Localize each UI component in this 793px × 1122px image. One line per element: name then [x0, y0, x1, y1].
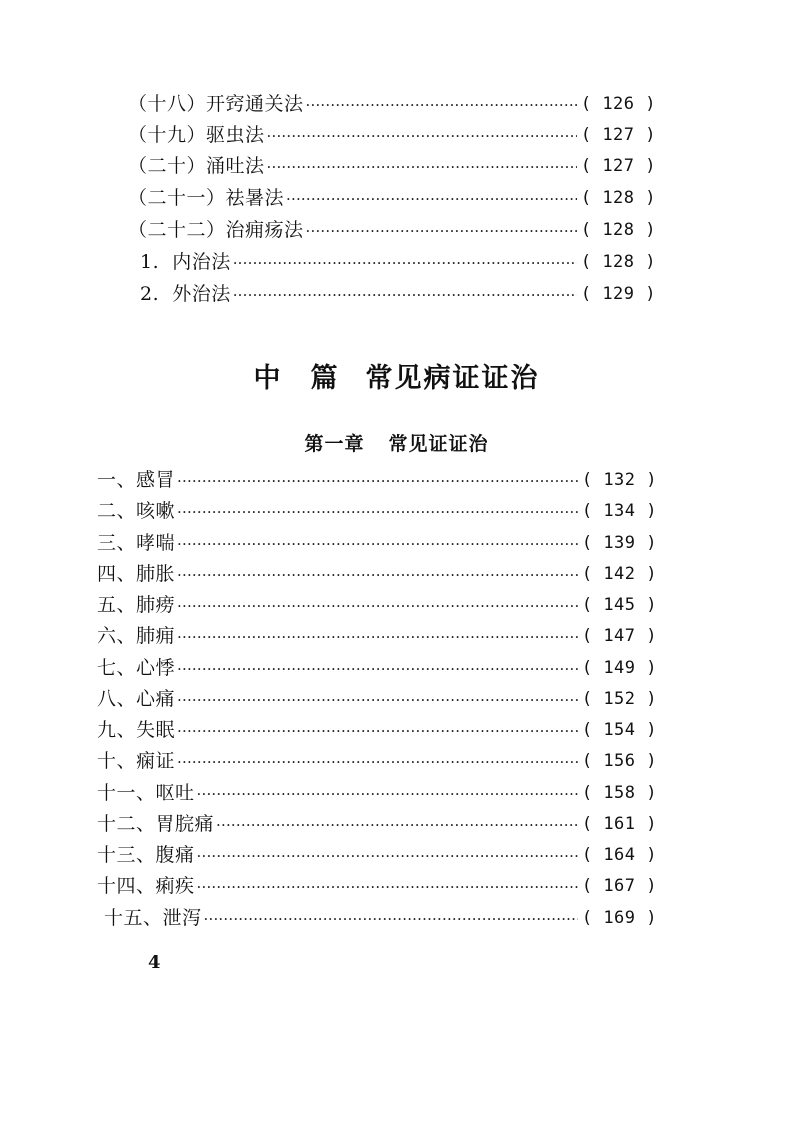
toc-entry — [97, 840, 657, 870]
toc-entry-page: ( 152 ) — [581, 689, 657, 709]
toc-entry — [97, 715, 657, 745]
dot-leader — [177, 746, 578, 776]
toc-entry-label: 十四、痢疾 — [97, 875, 195, 897]
toc-entry-label: （二十二）治痈疡法 — [128, 219, 304, 241]
dot-leader — [177, 621, 578, 651]
dot-leader — [306, 215, 577, 245]
dot-leader — [177, 496, 578, 526]
toc-entry — [97, 465, 657, 495]
toc-entry-label: 二、咳嗽 — [97, 500, 176, 522]
toc-entry-page: ( 145 ) — [581, 595, 657, 615]
toc-entry-label: 五、肺痨 — [97, 594, 176, 616]
toc-entry-page: ( 126 ) — [580, 94, 656, 114]
toc-entry-label: 一、感冒 — [97, 469, 176, 491]
toc-entry-label: 十二、胃脘痛 — [97, 813, 215, 835]
toc-entry — [140, 247, 656, 277]
toc-entry — [97, 778, 657, 808]
dot-leader — [216, 809, 578, 839]
chapter-number: 第一章 — [304, 433, 365, 455]
toc-entry-page: ( 142 ) — [581, 564, 657, 584]
toc-entry-page: ( 128 ) — [580, 220, 656, 240]
toc-entry-page: ( 128 ) — [580, 252, 656, 272]
toc-entry-page: ( 156 ) — [581, 751, 657, 771]
dot-leader — [267, 151, 577, 181]
section-heading — [0, 356, 793, 395]
section-heading-title: 常见病证证治 — [365, 363, 540, 394]
toc-entry-label: （十八）开窍通关法 — [128, 93, 304, 115]
toc-entry-page: ( 169 ) — [581, 908, 657, 928]
dot-leader — [306, 89, 577, 119]
dot-leader — [177, 590, 578, 620]
toc-entry-label: 2. 外治法 — [140, 283, 231, 305]
toc-entry-label: 四、肺胀 — [97, 563, 176, 585]
toc-entry — [97, 653, 657, 683]
dot-leader — [233, 279, 577, 309]
toc-entry — [97, 809, 657, 839]
toc-entry — [97, 528, 657, 558]
dot-leader — [177, 715, 578, 745]
dot-leader — [177, 528, 578, 558]
toc-entry-label: （二十一）祛暑法 — [128, 187, 285, 209]
toc-entry-label: 1. 内治法 — [140, 251, 231, 273]
toc-entry — [128, 151, 656, 181]
dot-leader — [177, 684, 578, 714]
dot-leader — [197, 778, 578, 808]
chapter-heading — [0, 429, 793, 456]
toc-entry-page: ( 128 ) — [580, 188, 656, 208]
toc-entry — [97, 559, 657, 589]
toc-entry-label: 三、哮喘 — [97, 532, 176, 554]
dot-leader — [177, 653, 578, 683]
page-number: 4 — [148, 952, 161, 973]
toc-entry-page: ( 149 ) — [581, 658, 657, 678]
toc-entry-page: ( 167 ) — [581, 876, 657, 896]
toc-entry-page: ( 127 ) — [580, 156, 656, 176]
toc-entry-page: ( 161 ) — [581, 814, 657, 834]
dot-leader — [233, 247, 577, 277]
toc-entry-page: ( 127 ) — [580, 125, 656, 145]
dot-leader — [177, 559, 578, 589]
toc-entry-label: （十九）驱虫法 — [128, 124, 265, 146]
toc-entry-page: ( 147 ) — [581, 626, 657, 646]
toc-entry — [97, 590, 657, 620]
section-heading-part-a: 中 — [253, 363, 283, 394]
dot-leader — [267, 120, 577, 150]
toc-entry — [128, 183, 656, 213]
toc-entry — [97, 746, 657, 776]
toc-entry-label: 九、失眠 — [97, 719, 176, 741]
toc-entry-page: ( 158 ) — [581, 783, 657, 803]
toc-entry — [140, 279, 656, 309]
dot-leader — [197, 840, 578, 870]
toc-entry-label: 十三、腹痛 — [97, 844, 195, 866]
toc-entry-label: 六、肺痈 — [97, 625, 176, 647]
toc-entry-page: ( 134 ) — [581, 501, 657, 521]
toc-entry-page: ( 132 ) — [581, 470, 657, 490]
toc-entry — [97, 496, 657, 526]
toc-entry — [128, 120, 656, 150]
toc-entry-page: ( 154 ) — [581, 720, 657, 740]
toc-entry-label: 十五、泄泻 — [104, 907, 202, 929]
toc-entry-label: 八、心痛 — [97, 688, 176, 710]
section-heading-part-b: 篇 — [310, 363, 340, 394]
dot-leader — [204, 903, 578, 933]
toc-entry-page: ( 129 ) — [580, 284, 656, 304]
toc-entry-page: ( 139 ) — [581, 533, 657, 553]
toc-entry-label: 十一、呕吐 — [97, 782, 195, 804]
toc-entry — [97, 871, 657, 901]
toc-entry — [128, 89, 656, 119]
toc-entry-page: ( 164 ) — [581, 845, 657, 865]
toc-entry — [97, 621, 657, 651]
dot-leader — [177, 465, 578, 495]
dot-leader — [286, 183, 577, 213]
toc-entry-label: 十、痫证 — [97, 750, 176, 772]
toc-entry-label: 七、心悸 — [97, 657, 176, 679]
toc-entry-label: （二十）涌吐法 — [128, 155, 265, 177]
toc-entry — [104, 903, 657, 933]
dot-leader — [197, 871, 578, 901]
toc-entry — [128, 215, 656, 245]
toc-entry — [97, 684, 657, 714]
chapter-title: 常见证证治 — [388, 433, 489, 455]
